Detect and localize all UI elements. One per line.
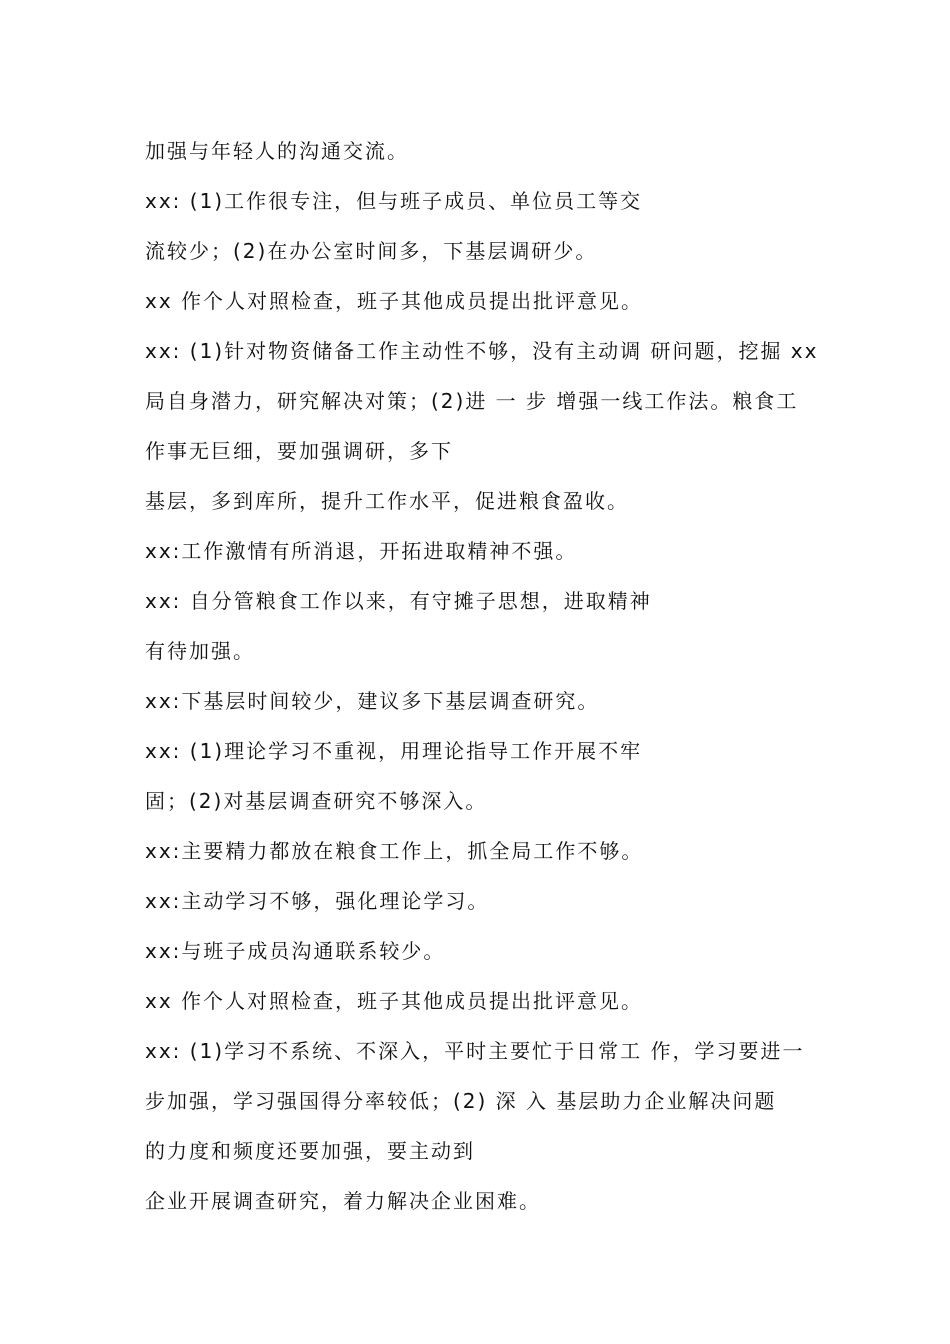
text-line: xx 作个人对照检查，班子其他成员提出批评意见。	[145, 289, 644, 313]
text-line: xx:下基层时间较少，建议多下基层调查研究。	[145, 689, 600, 713]
text-line: 作事无巨细，要加强调研，多下	[145, 439, 453, 463]
text-line: 流较少；(2)在办公室时间多，下基层调研少。	[145, 239, 598, 263]
text-line: xx 作个人对照检查，班子其他成员提出批评意见。	[145, 989, 644, 1013]
text-line: xx:与班子成员沟通联系较少。	[145, 939, 446, 963]
text-line: 固；(2)对基层调查研究不够深入。	[145, 789, 488, 813]
text-line: 企业开展调查研究，着力解决企业困难。	[145, 1189, 541, 1213]
text-line: xx: (1)针对物资储备工作主动性不够，没有主动调 研问题，挖掘 xx	[145, 339, 819, 363]
text-line: 步加强，学习强国得分率较低；(2) 深 入 基层助力企业解决问题	[145, 1089, 777, 1113]
text-line: 的力度和频度还要加强，要主动到	[145, 1139, 475, 1163]
text-line: xx: (1)学习不系统、不深入，平时主要忙于日常工 作，学习要进一	[145, 1039, 805, 1063]
text-line: xx:主动学习不够，强化理论学习。	[145, 889, 490, 913]
text-line: xx: 自分管粮食工作以来，有守摊子思想，进取精神	[145, 589, 652, 613]
text-line: 局自身潜力，研究解决对策；(2)进 一 步 增强一线工作法。粮食工	[145, 389, 799, 413]
text-line: xx: (1)理论学习不重视，用理论指导工作开展不牢	[145, 739, 643, 763]
text-line: 有待加强。	[145, 639, 255, 663]
text-line: xx:主要精力都放在粮食工作上，抓全局工作不够。	[145, 839, 644, 863]
text-line: xx:工作激情有所消退，开拓进取精神不强。	[145, 539, 578, 563]
text-line: 加强与年轻人的沟通交流。	[145, 139, 409, 163]
text-line: xx: (1)工作很专注，但与班子成员、单位员工等交	[145, 189, 643, 213]
text-line: 基层，多到库所，提升工作水平，促进粮食盈收。	[145, 489, 629, 513]
